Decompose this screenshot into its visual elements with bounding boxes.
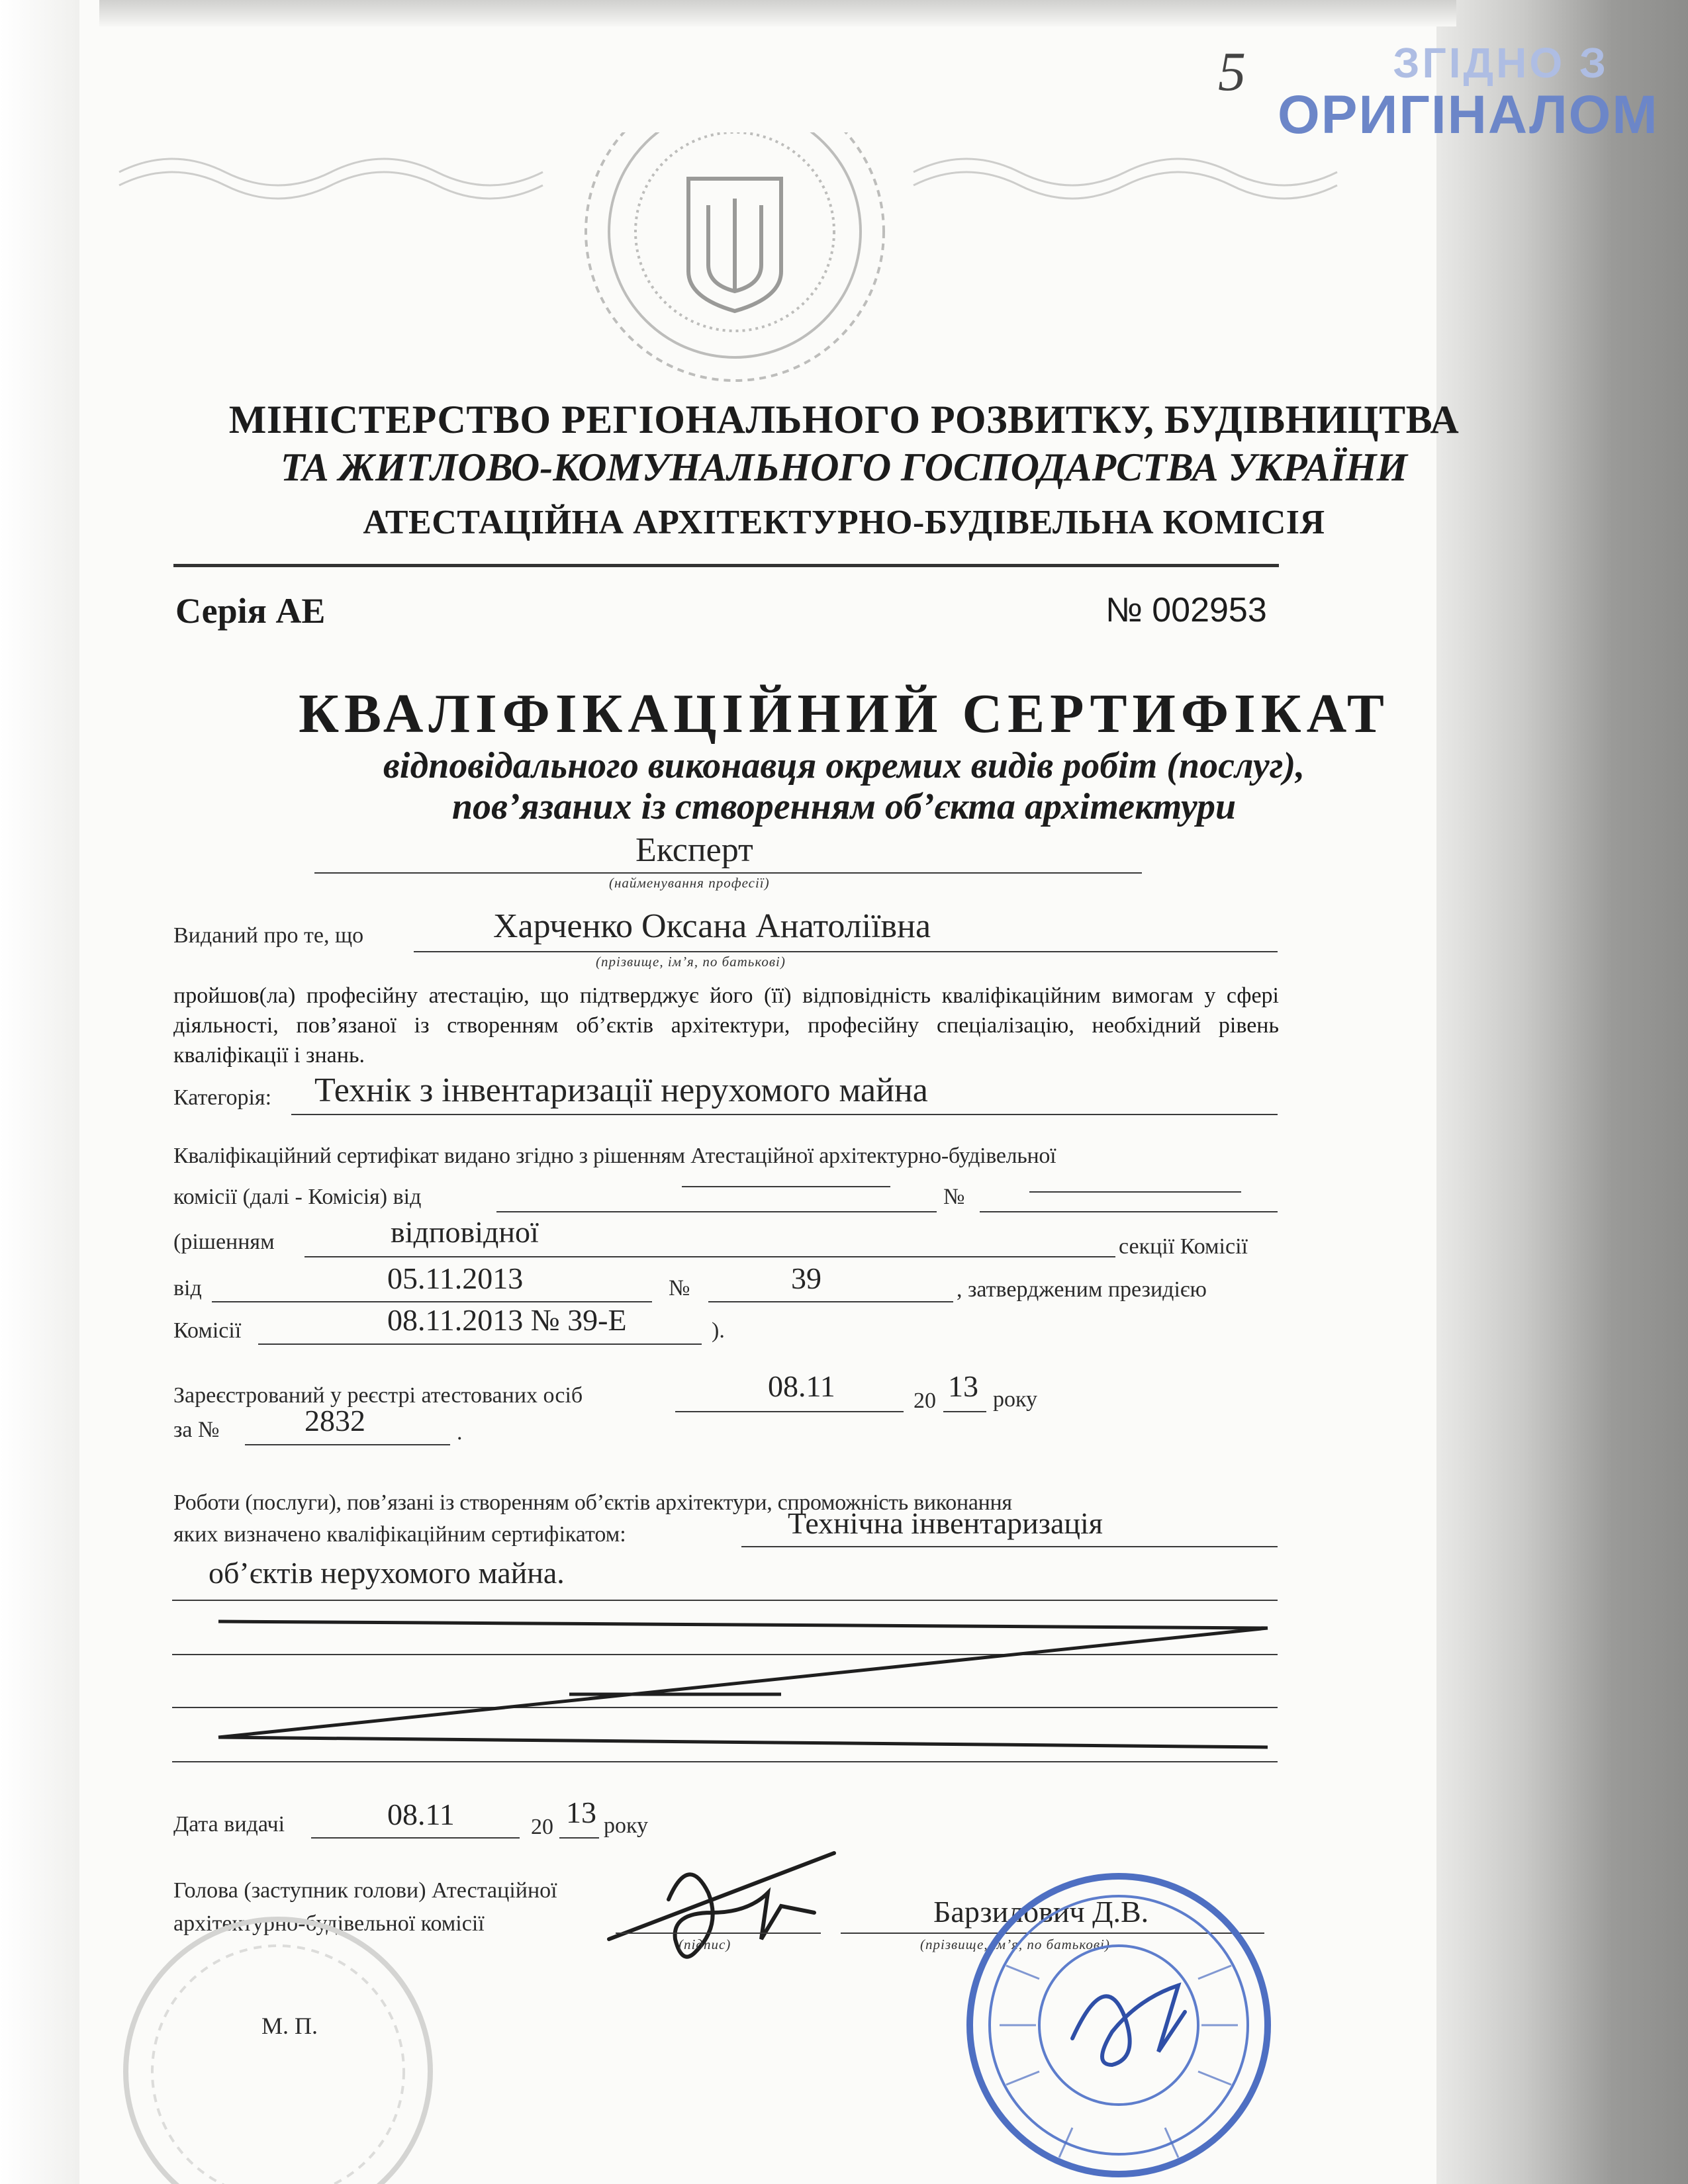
series-label: Серія АЕ (175, 591, 326, 631)
signature-line (616, 1933, 821, 1934)
registry-number-line (245, 1444, 450, 1445)
presidium-label: Комісії (173, 1318, 242, 1343)
issue-year-value: 13 (566, 1796, 596, 1829)
registry-year-suffix: року (993, 1387, 1038, 1412)
profession-value: Експерт (635, 831, 753, 869)
presidium-line (258, 1343, 702, 1345)
issued-to-label: Виданий про те, що (173, 923, 364, 948)
official-seal-faint (106, 1899, 450, 2184)
certificate-subtitle-2: пов’язаних із створенням об’єкта архітектури (451, 786, 1237, 827)
certificate-number: № 002953 (1105, 591, 1267, 629)
ministry-title-1: МІНІСТЕРСТВО РЕГІОНАЛЬНОГО РОЗВИТКУ, БУДІВНИЦТВА (228, 398, 1460, 441)
scan-shadow (1436, 0, 1688, 2184)
trident-icon (688, 179, 781, 311)
approved-label: , затвердженим президією (957, 1277, 1207, 1302)
decision-ref-label: (рішенням (173, 1230, 275, 1254)
works-line-1: Роботи (послуги), пов’язані із створенням об’єктів архітектури, спроможність виконання (173, 1490, 1012, 1515)
certificate-subtitle-1: відповідального виконавця окремих видів робіт (послуг), (383, 745, 1305, 786)
ministry-title-2: ТА ЖИТЛОВО-КОМУНАЛЬНОГО ГОСПОДАРСТВА УКРАЇНИ (280, 445, 1408, 489)
issue-date-label: Дата видачі (173, 1812, 285, 1837)
registry-year-prefix: 20 (914, 1388, 936, 1413)
decision-no-label: № (943, 1185, 965, 1209)
issue-year-prefix: 20 (531, 1815, 553, 1839)
issue-year-suffix: року (604, 1813, 649, 1838)
attestation-paragraph: пройшов(ла) професійну атестацію, що підтверджує його (її) відповідність кваліфікаційним вимогам у сфері діяльності, пов’язаної із створенням об’єктів архітектури, професійну спеціалізацію, необхідний рівень кваліфікації і знань. (173, 983, 1279, 1068)
header-divider (173, 564, 1279, 567)
decision-ref-value: відповідної (391, 1215, 539, 1249)
presidium-close: ). (712, 1318, 725, 1343)
profession-line (314, 872, 1142, 874)
issue-date-line (311, 1837, 520, 1839)
page-number-mark: 5 (1218, 41, 1246, 103)
registry-year-line (943, 1411, 986, 1412)
section-label: секції Комісії (1119, 1234, 1248, 1259)
presidium-value: 08.11.2013 № 39-Е (387, 1303, 627, 1337)
registry-number-dot: . (457, 1420, 463, 1445)
issue-date-value: 08.11 (387, 1797, 455, 1831)
registry-date: 08.11 (768, 1369, 835, 1403)
decision-from-label: від (173, 1276, 202, 1300)
signature-mark (596, 1813, 861, 1999)
certified-copy-stamp (1278, 39, 1659, 152)
holder-name: Харченко Оксана Анатоліївна (493, 907, 931, 945)
registry-year: 13 (948, 1369, 978, 1403)
category-line (291, 1114, 1278, 1115)
works-value-2: об’єктів нерухомого майна. (209, 1556, 565, 1590)
decision-ref-line (305, 1256, 1115, 1257)
holder-name-line (414, 951, 1278, 952)
name-caption: (прізвище, ім’я, по батькові) (920, 1936, 1110, 1952)
seal-place-label: М. П. (261, 2013, 318, 2039)
registry-number-label: за № (173, 1418, 220, 1442)
registry-number: 2832 (305, 1404, 365, 1437)
decision-no-line (980, 1211, 1278, 1212)
blank-lines-struck (165, 1588, 1284, 1800)
decision-date-label: комісії (далі - Комісія) від (173, 1185, 422, 1209)
registry-date-line (675, 1411, 904, 1412)
decision-no-overline (1029, 1191, 1241, 1193)
holder-name-caption: (прізвище, ім’я, по батькові) (596, 954, 786, 970)
issue-year-line (559, 1837, 599, 1839)
profession-caption: (найменування професії) (609, 875, 770, 891)
signature-caption: (підпис) (679, 1936, 731, 1952)
stamp-line-1: ЗГІДНО З (1393, 39, 1609, 87)
category-label: Категорія: (173, 1085, 272, 1110)
decision-number-label: № (669, 1276, 690, 1300)
registry-label: Зареєстрований у реєстрі атестованих осіб (173, 1383, 583, 1408)
decision-number-line (708, 1301, 953, 1302)
commission-title: АТЕСТАЦІЙНА АРХІТЕКТУРНО-БУДІВЕЛЬНА КОМІСІЯ (363, 504, 1325, 541)
works-line-2-label: яких визначено кваліфікаційним сертифікатом: (173, 1522, 626, 1547)
decision-from-value: 05.11.2013 (387, 1261, 524, 1295)
category-value: Технік з інвентаризації нерухомого майна (314, 1071, 928, 1109)
decision-line-1: Кваліфікаційний сертифікат видано згідно з рішенням Атестаційної архітектурно-будівельної (173, 1144, 1056, 1168)
signatory-role-2: архітектурно-будівельної комісії (173, 1911, 485, 1936)
signatory-role-1: Голова (заступник голови) Атестаційної (173, 1878, 557, 1903)
decision-date-overline (682, 1186, 890, 1187)
stamp-line-2: ОРИГІНАЛОМ (1278, 85, 1659, 145)
decision-number-value: 39 (791, 1261, 821, 1295)
expert-seal (960, 1866, 1278, 2184)
works-line-value1 (741, 1546, 1278, 1547)
works-value-1: Технічна інвентаризація (788, 1506, 1103, 1540)
scan-top-edge (99, 0, 1456, 26)
certificate-title: КВАЛІФІКАЦІЙНИЙ СЕРТИФІКАТ (299, 683, 1389, 745)
signatory-name: Барзилович Д.В. (933, 1895, 1149, 1929)
decision-date-line (496, 1211, 937, 1212)
